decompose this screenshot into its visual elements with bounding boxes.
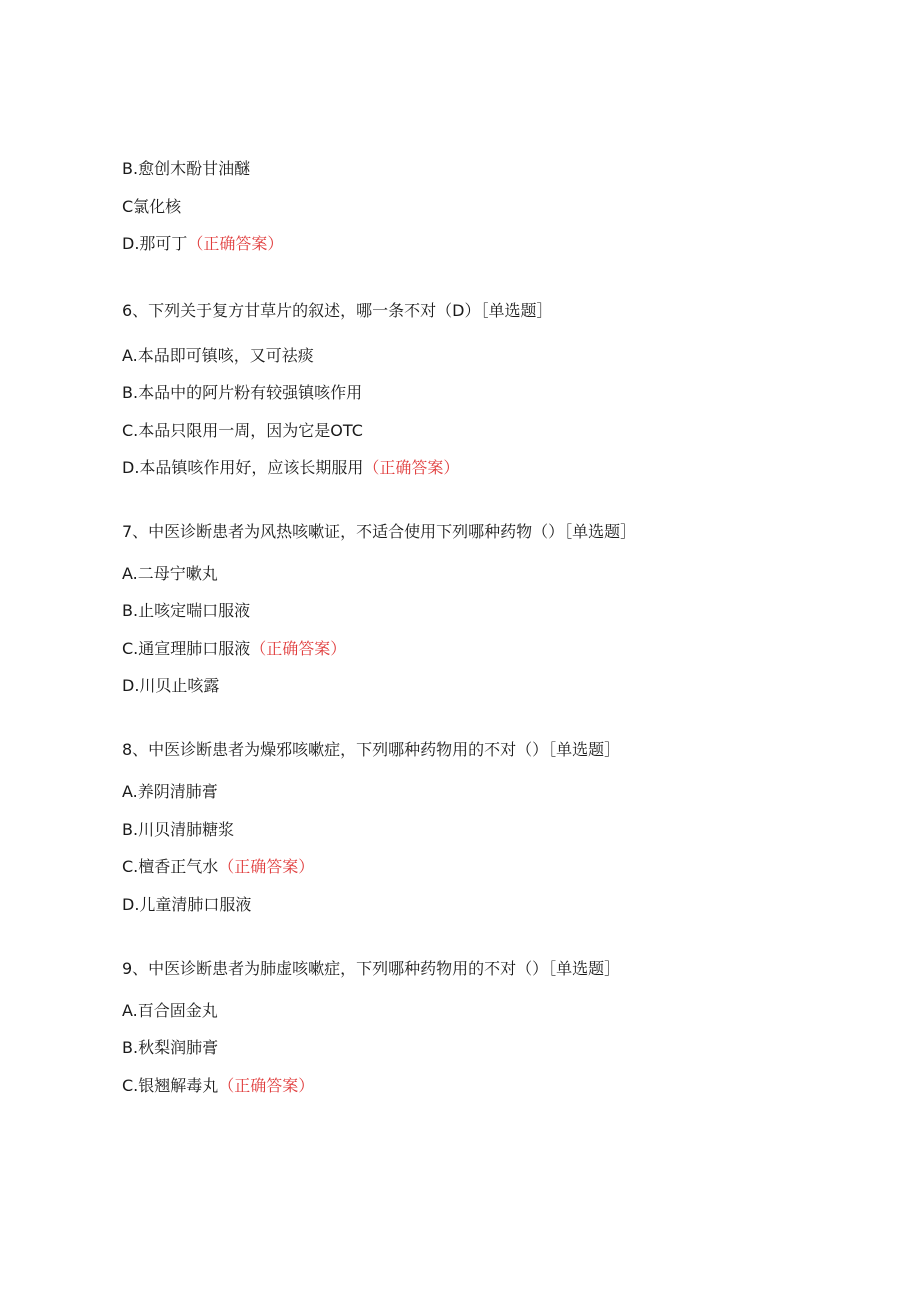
option-line [122,382,362,404]
option-line [122,196,181,218]
option-line [122,781,218,803]
correct-answer-tag: （正确答案） [250,639,347,658]
option-text: B.秋梨润肺膏 [122,1038,219,1057]
option-line [122,158,250,180]
question-line [122,739,620,761]
option-line [122,856,314,878]
option-text: A.本品即可镇咳，又可祛痰 [122,346,314,365]
option-text: C.本品只限用一周，因为它是OTC [122,421,363,440]
option-text: A.养阴清肺膏 [122,782,218,801]
question-line [122,958,620,980]
option-text: B.本品中的阿片粉有较强镇咳作用 [122,383,363,402]
option-text: A.百合固金丸 [122,1001,218,1020]
option-line [122,675,219,697]
option-line [122,894,251,916]
question-text: 8、中医诊断患者为燥邪咳嗽症，下列哪种药物用的不对（）［单选题］ [122,740,621,759]
option-text: C氯化核 [122,197,182,216]
option-text: D.本品镇咳作用好，应该长期服用 [122,458,364,477]
option-line [122,600,250,622]
option-text: B.川贝清肺糖浆 [122,820,235,839]
option-text: D.川贝止咳露 [122,676,220,695]
option-line [122,233,283,255]
option-line [122,1000,218,1022]
question-line [122,300,553,322]
option-line [122,563,218,585]
option-text: D.那可丁 [122,234,188,253]
question-text: 7、中医诊断患者为风热咳嗽证，不适合使用下列哪种药物（）［单选题］ [122,522,637,541]
correct-answer-tag: （正确答案） [218,1076,315,1095]
question-line [122,521,636,543]
option-text: A.二母宁嗽丸 [122,564,218,583]
option-text: B.止咳定喘口服液 [122,601,251,620]
correct-answer-tag: （正确答案） [187,234,284,253]
option-line [122,1075,314,1097]
option-line [122,345,314,367]
option-line [122,457,459,479]
option-line [122,420,363,442]
option-text: D.儿童清肺口服液 [122,895,252,914]
option-line [122,1037,218,1059]
option-text: C.檀香正气水 [122,857,219,876]
question-text: 9、中医诊断患者为肺虚咳嗽症，下列哪种药物用的不对（）［单选题］ [122,959,621,978]
option-text: C.银翘解毒丸 [122,1076,219,1095]
question-text: 6、下列关于复方甘草片的叙述，哪一条不对（D）［单选题］ [122,301,553,320]
option-line [122,638,346,660]
correct-answer-tag: （正确答案） [363,458,460,477]
correct-answer-tag: （正确答案） [218,857,315,876]
option-text: B.愈创木酚甘油醚 [122,159,251,178]
option-line [122,819,234,841]
option-text: C.通宣理肺口服液 [122,639,251,658]
